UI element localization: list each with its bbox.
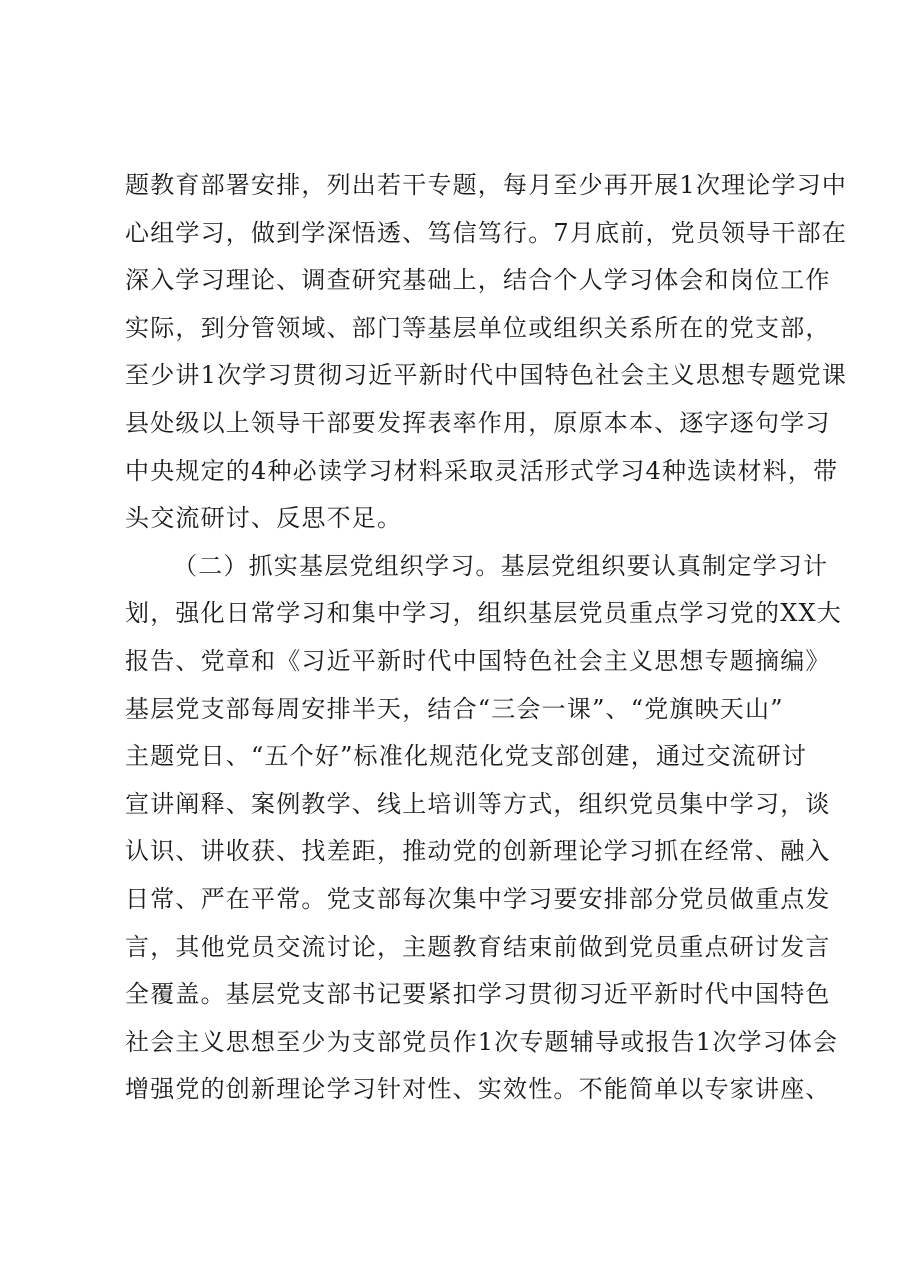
text-line-8: 头交流研讨、反思不足。 [125, 504, 403, 533]
text-line-18: 全覆盖。基层党支部书记要紧扣学习贯彻习近平新时代中国特色 [125, 980, 831, 1009]
text-line-14: 宣讲阐释、案例教学、线上培训等方式，组织党员集中学习，谈 [125, 789, 831, 818]
text-line-19: 社会主义思想至少为支部党员作1次专题辅导或报告1次学习体会 [125, 1027, 839, 1056]
text-line-4: 实际，到分管领域、部门等基层单位或组织关系所在的党支部， [125, 313, 831, 342]
text-line-17: 言，其他党员交流讨论，主题教育结束前做到党员重点研讨发言 [125, 932, 831, 961]
text-line-13: 主题党日、“五个好”标准化规范化党支部创建，通过交流研讨 [125, 742, 808, 771]
text-line-2: 心组学习，做到学深悟透、笃信笃行。7月底前，党员领导干部在 [125, 218, 848, 247]
text-line-5: 至少讲1次学习贯彻习近平新时代中国特色社会主义思想专题党课 [125, 361, 848, 390]
text-line-1: 题教育部署安排，列出若干专题，每月至少再开展1次理论学习中 [125, 171, 848, 199]
text-line-11: 报告、党章和《习近平新时代中国特色社会主义思想专题摘编》 [125, 646, 831, 675]
text-line-10: 划，强化日常学习和集中学习，组织基层党员重点学习党的XX大 [125, 599, 842, 628]
text-line-20: 增强党的创新理论学习针对性、实效性。不能简单以专家讲座、 [125, 1075, 831, 1104]
text-line-12: 基层党支部每周安排半天，结合“三会一课”、“党旗映天山” [125, 694, 784, 723]
text-line-3: 深入学习理论、调查研究基础上，结合个人学习体会和岗位工作 [125, 266, 831, 295]
text-line-16: 日常、严在平常。党支部每次集中学习要安排部分党员做重点发 [125, 884, 831, 913]
text-line-7: 中央规定的4种必读学习材料采取灵活形式学习4种选读材料，带 [125, 456, 839, 485]
section-heading-line: （二）抓实基层党组织学习。基层党组织要认真制定学习计 [173, 551, 829, 580]
text-line-15: 认识、讲收获、找差距，推动党的创新理论学习抓在经常、融入 [125, 837, 831, 866]
text-line-6: 县处级以上领导干部要发挥表率作用，原原本本、逐字逐句学习 [125, 408, 831, 437]
document-body [125, 162, 848, 1114]
